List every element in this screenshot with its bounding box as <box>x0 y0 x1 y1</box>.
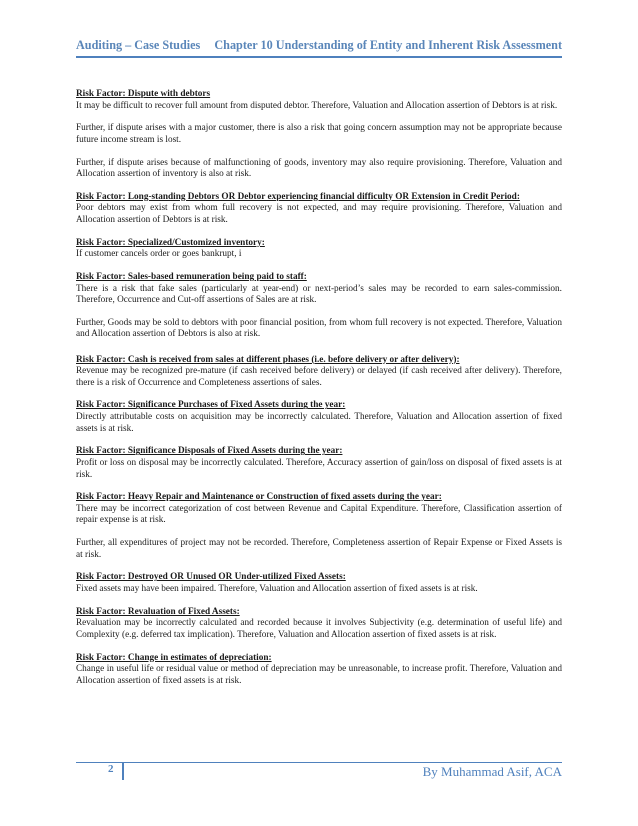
risk-factor-heading: Risk Factor: Sales-based remuneration being paid to staff: <box>76 272 307 282</box>
risk-factor-section <box>76 653 562 688</box>
risk-paragraph: Poor debtors may exist from whom full recovery is not expected, and may require provisioning. Therefore, Valuation and Allocation assertion of Debtors is at risk. <box>76 203 562 226</box>
risk-paragraph: Further, if dispute arises because of malfunctioning of goods, inventory may also require provisioning. Therefore, Valuation and Allocation assertion of inventory is also at risk. <box>76 157 562 180</box>
risk-factor-section <box>76 400 562 435</box>
page-number: 2 <box>108 763 114 775</box>
risk-factor-section <box>76 192 562 227</box>
risk-factor-heading: Risk Factor: Dispute with debtors <box>76 89 211 99</box>
risk-factor-heading: Risk Factor: Specialized/Customized inventory: <box>76 237 265 248</box>
risk-factor-heading: Risk Factor: Significance Purchases of Fixed Assets during the year: <box>76 400 346 411</box>
header-chapter-title: Chapter 10 Understanding of Entity and Inherent Risk Assessment <box>214 38 562 52</box>
risk-paragraph: Further, if dispute arises with a major customer, there is also a risk that going concern assumption may not be appropriate because future income stream is lost. <box>76 123 562 145</box>
risk-paragraph: There may be incorrect categorization of cost between Revenue and Capital Expenditure. Therefore, Classification assertion of repair expense is at risk. <box>76 503 562 526</box>
risk-paragraph: Directly attributable costs on acquisition may be incorrectly calculated. Therefore, Valuation and Allocation assertion of fixed assets is at risk. <box>76 412 562 434</box>
risk-paragraph: It may be difficult to recover full amount from disputed debtor. Therefore, Valuation and Allocation assertion of Debtors is at risk. <box>76 100 558 111</box>
risk-factor-section <box>76 492 562 561</box>
risk-factor-section <box>76 607 562 642</box>
risk-factor-heading: Risk Factor: Significance Disposals of Fixed Assets during the year: <box>76 446 343 457</box>
risk-factor-heading: Risk Factor: Cash is received from sales at different phases (i.e. before delivery or after delivery): <box>76 354 460 365</box>
risk-paragraph: Revaluation may be incorrectly calculated and recorded because it involves Subjectivity (e.g. determination of useful life) and Complexity (e.g. deferred tax implication). Therefore, Valuation and Allocation assertion of fixed assets is at risk. <box>76 618 562 640</box>
risk-paragraph: There is a risk that fake sales (particularly at year-end) or next-period’s sales may be recorded to earn sales-commission. Therefore, Occurrence and Cut-off assertions of Sales are at risk. <box>76 283 562 306</box>
page-number-box <box>76 762 124 780</box>
page-content <box>76 89 562 698</box>
header-divider <box>76 56 562 58</box>
risk-factor-section <box>76 238 562 261</box>
risk-paragraph: Change in useful life or residual value or method of depreciation may be unreasonable, to increase profit. Therefore, Valuation and Allocation assertion of fixed assets is at risk. <box>76 664 562 686</box>
running-header <box>76 38 562 54</box>
risk-factor-heading: Risk Factor: Destroyed OR Unused OR Under-utilized Fixed Assets: <box>76 572 346 583</box>
risk-paragraph: Profit or loss on disposal may be incorrectly calculated. Therefore, Accuracy assertion of gain/loss on disposal of fixed assets is at risk. <box>76 457 562 480</box>
risk-paragraph: Further, all expenditures of project may not be recorded. Therefore, Completeness assertion of Repair Expense or Fixed Assets is at risk. <box>76 538 562 560</box>
risk-factor-section <box>76 355 562 390</box>
risk-paragraph: Fixed assets may have been impaired. Therefore, Valuation and Allocation assertion of fixed assets is at risk. <box>76 583 478 594</box>
risk-paragraph: Further, Goods may be sold to debtors with poor financial position, from whom full recovery is not expected. Therefore, Valuation and Allocation assertion of Debtors is also at risk. <box>76 317 562 340</box>
footer-divider <box>76 762 562 763</box>
risk-factor-section <box>76 446 562 481</box>
footer-author: By Muhammad Asif, ACA <box>422 764 562 779</box>
risk-factor-section <box>76 89 562 181</box>
risk-factor-section <box>76 572 562 595</box>
risk-factor-heading: Risk Factor: Long-standing Debtors OR Debtor experiencing financial difficulty OR Extension in Credit Period: <box>76 191 520 202</box>
header-book-title: Auditing – Case Studies <box>76 38 201 52</box>
risk-factor-heading: Risk Factor: Change in estimates of depreciation: <box>76 652 272 663</box>
risk-paragraph: Revenue may be recognized pre-mature (if cash received before delivery) or delayed (if cash received after delivery). Therefore, there is a risk of Occurrence and Completeness assertions of sales. <box>76 366 562 388</box>
risk-factor-heading: Risk Factor: Heavy Repair and Maintenance or Construction of fixed assets during the year: <box>76 492 442 503</box>
risk-factor-heading: Risk Factor: Revaluation of Fixed Assets: <box>76 606 240 617</box>
risk-paragraph: If customer cancels order or goes bankrupt, i <box>76 249 242 260</box>
risk-factor-section <box>76 272 562 341</box>
